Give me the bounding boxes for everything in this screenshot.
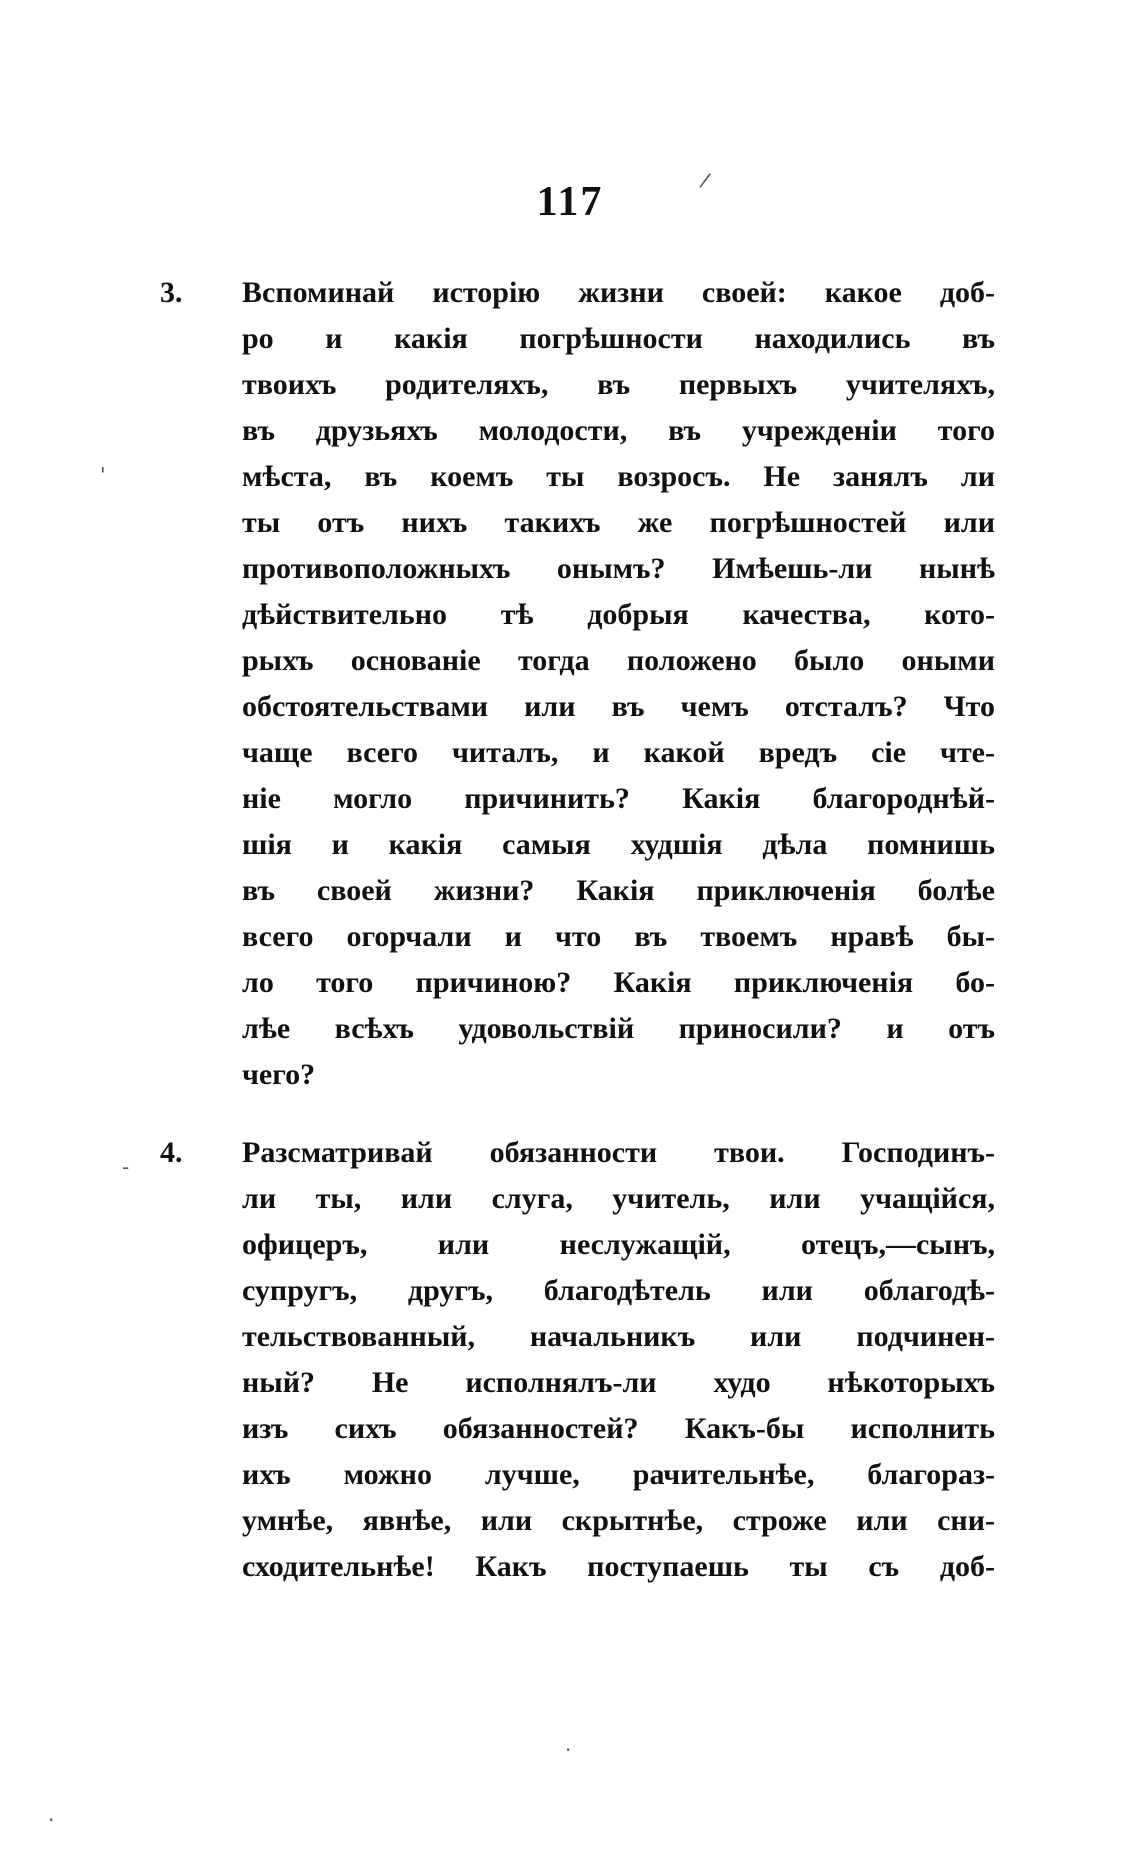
text-line: твоихъ родителяхъ, въ первыхъ учителяхъ,	[242, 368, 995, 401]
text-line: ніе могло причинить? Какія благороднѣй-	[242, 782, 995, 815]
text-line: шія и какія самыя худшія дѣла помнишь	[242, 828, 995, 861]
text-line: дѣйствительно тѣ добрыя качества, кото-	[242, 598, 995, 631]
text-line: всего огорчали и что въ твоемъ нравѣ бы-	[242, 920, 995, 953]
text-line: рыхъ основаніе тогда положено было оными	[242, 644, 995, 677]
text-line: въ своей жизни? Какія приключенія болѣе	[242, 874, 995, 907]
section-text	[242, 1130, 995, 1590]
section-number: 4.	[160, 1136, 183, 1169]
page-number: 117	[536, 179, 604, 225]
scan-mark: '	[100, 463, 106, 487]
text-line: чаще всего читалъ, и какой вредъ сіе чте-	[242, 736, 995, 769]
text-line: умнѣе, явнѣе, или скрытнѣе, строже или сни-	[242, 1504, 995, 1537]
text-line: офицеръ, или неслужащій, отецъ,—сынъ,	[242, 1228, 995, 1261]
text-line: чего?	[242, 1058, 316, 1091]
text-line: мѣста, въ коемъ ты возросъ. Не занялъ ли	[242, 460, 995, 493]
text-line: ихъ можно лучше, рачительнѣе, благораз-	[242, 1458, 995, 1491]
text-line: въ друзьяхъ молодости, въ учрежденіи того	[242, 414, 995, 447]
scan-mark: ·	[48, 1808, 55, 1832]
scan-mark: -	[122, 1155, 130, 1179]
text-line: ло того причиною? Какія приключенія бо-	[242, 966, 995, 999]
text-line: супругъ, другъ, благодѣтель или облагодѣ-	[242, 1274, 995, 1307]
text-line: лѣе всѣхъ удовольствій приносили? и отъ	[242, 1012, 995, 1045]
scan-mark: /	[698, 167, 713, 193]
text-line: ро и какія погрѣшности находились въ	[242, 322, 995, 355]
section-number: 3.	[160, 276, 183, 309]
scan-mark: ·	[565, 1738, 572, 1762]
text-line: Разсматривай обязанности твои. Господинъ-	[242, 1136, 995, 1169]
text-line: ты отъ нихъ такихъ же погрѣшностей или	[242, 506, 995, 539]
section-text	[242, 270, 995, 1098]
text-line: Вспоминай исторію жизни своей: какое доб-	[242, 276, 995, 309]
text-line: изъ сихъ обязанностей? Какъ-бы исполнить	[242, 1412, 995, 1445]
text-line: противоположныхъ онымъ? Имѣешь-ли нынѣ	[242, 552, 995, 585]
text-line: ли ты, или слуга, учитель, или учащійся,	[242, 1182, 995, 1215]
text-line: тельствованный, начальникъ или подчинен-	[242, 1320, 995, 1353]
text-line: ный? Не исполнялъ-ли худо нѣкоторыхъ	[242, 1366, 995, 1399]
text-line: сходительнѣе! Какъ поступаешь ты съ доб-	[242, 1550, 995, 1583]
text-line: обстоятельствами или въ чемъ отсталъ? Что	[242, 690, 995, 723]
